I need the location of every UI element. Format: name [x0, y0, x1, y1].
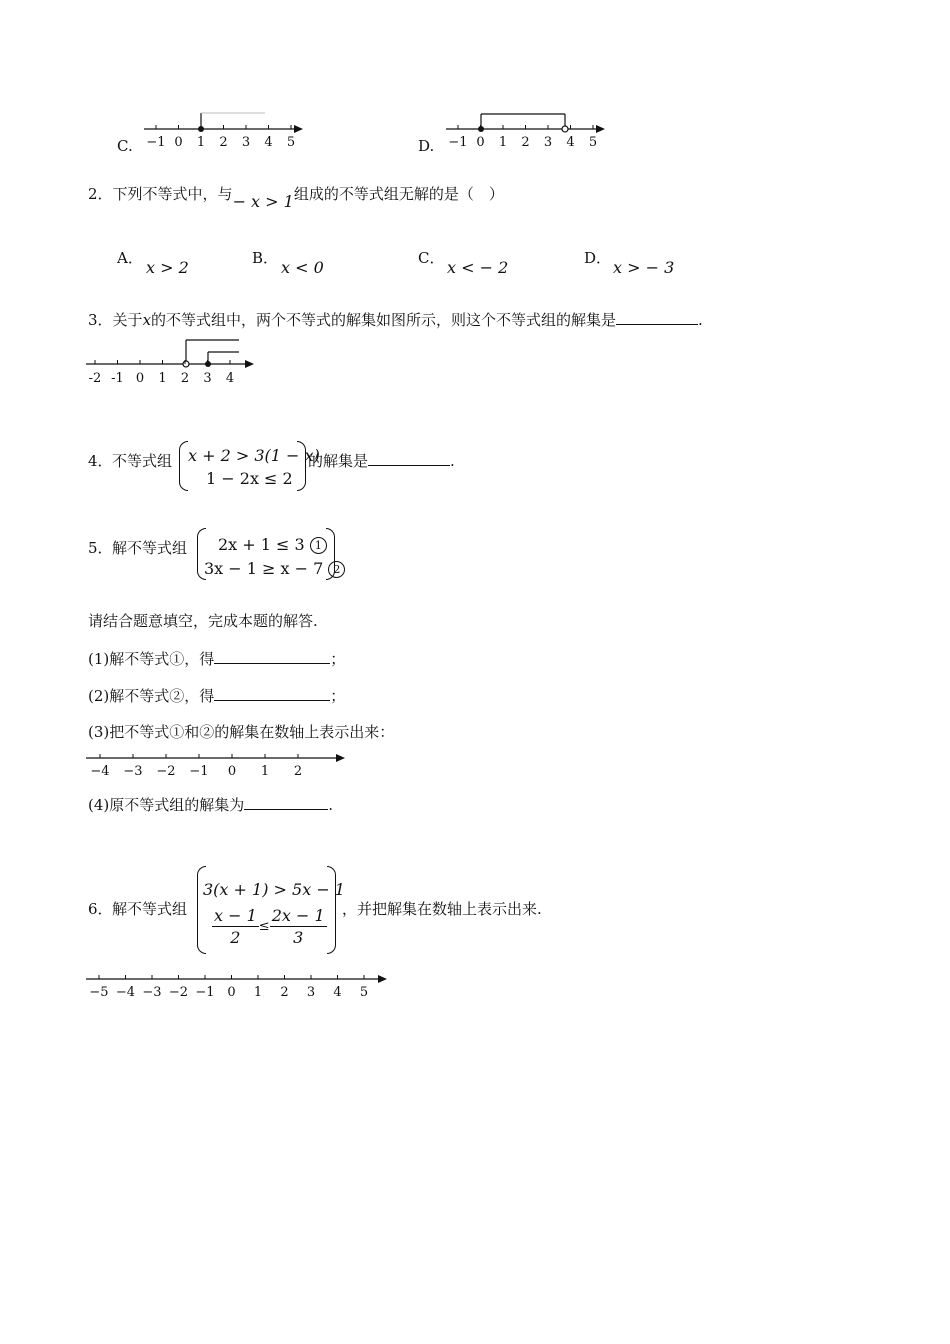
q6-frac-1-num: x − 1: [214, 906, 257, 925]
q4-stem-after: [308, 450, 455, 471]
q5-step-2-text: (2)解不等式②，得: [88, 687, 215, 705]
axis-tick-label: −1: [195, 985, 215, 1000]
q4-end: .: [450, 452, 455, 470]
q1-option-c-numberline: [140, 108, 310, 153]
q6-relation: ≤: [258, 919, 270, 934]
q5-mark-1: 1: [310, 537, 327, 554]
axis-tick-label: −2: [156, 764, 176, 779]
q5-step-4-text: (4)原不等式组的解集为: [88, 796, 245, 814]
q2-option-c-label: C．: [418, 249, 445, 267]
q2-option-c[interactable]: [418, 247, 444, 268]
q3-answer-blank[interactable]: [616, 310, 698, 325]
axis-tick-label: 3: [543, 135, 553, 150]
q5-step-4: [88, 794, 333, 815]
q5-mark-2: 2: [328, 561, 345, 578]
q4-inequality-1: x + 2 > 3(1 − x): [188, 446, 320, 465]
axis-tick-label: −4: [115, 985, 136, 1000]
axis-tick-label: −1: [448, 135, 468, 150]
q6-stem-text: 解不等式组: [112, 900, 188, 918]
q5-numberline[interactable]: [84, 748, 354, 782]
q6-frac-1: [212, 906, 259, 947]
q5-step-4-end: .: [328, 796, 334, 814]
q3-var: x: [142, 311, 152, 329]
q2-stem-math: − x > 1: [232, 192, 294, 211]
q5-step-2-end: ；: [330, 687, 346, 705]
q5-inequality-2: [204, 559, 345, 578]
q6-frac-1-den: 2: [230, 928, 241, 947]
q5-step-2-blank[interactable]: [214, 686, 330, 701]
q4-stem-text: 不等式组: [112, 452, 173, 470]
q2-option-d[interactable]: [584, 247, 611, 268]
axis-tick-label: 5: [359, 985, 369, 1000]
q5-right-brace: [326, 528, 335, 580]
q5-step-2: [88, 685, 345, 706]
axis-tick-label: 1: [260, 764, 270, 779]
q6-inequality-1: 3(x + 1) > 5x − 1: [203, 880, 345, 899]
axis-tick-label: 2: [521, 135, 530, 150]
q5-step-1-end: ；: [330, 650, 346, 668]
axis-tick-label: 0: [174, 135, 183, 150]
axis-tick-label: 0: [135, 371, 145, 386]
axis-tick-label: 5: [286, 135, 296, 150]
q2-option-a-label: A．: [117, 249, 143, 267]
axis-tick-label: 0: [227, 764, 237, 779]
q6-right-brace: [327, 866, 336, 954]
q2-option-a-math: x > 2: [146, 258, 189, 277]
q5-step-1-text: (1)解不等式①，得: [88, 650, 215, 668]
q5-instruction: 请结合题意填空，完成本题的解答.: [88, 612, 318, 630]
axis-tick-label: −2: [168, 985, 189, 1000]
q4-left-brace: [179, 441, 188, 491]
axis-tick-label: −4: [90, 764, 110, 779]
axis-tick-label: −3: [142, 985, 162, 1000]
axis-tick-label: 1: [498, 135, 508, 150]
axis-tick-label: 1: [158, 371, 167, 386]
axis-tick-label: −3: [123, 764, 143, 779]
q3-stem: [88, 309, 703, 330]
q2-option-b-label: B．: [252, 249, 279, 267]
q6-frac-2-den: 3: [293, 928, 304, 947]
q6-inequality-2: [212, 906, 327, 947]
q3-stem-text: 关于: [112, 311, 143, 329]
q2-option-d-math: x > − 3: [613, 258, 675, 277]
q2-option-b[interactable]: [252, 247, 278, 268]
q2-option-a[interactable]: [117, 247, 143, 268]
q4-stem-after-text: 的解集是: [308, 452, 369, 470]
q1-option-d-numberline: [442, 108, 612, 153]
q1-option-c-label[interactable]: C.: [117, 137, 133, 155]
q6-frac-2: [270, 906, 327, 947]
axis-tick-label: 2: [280, 985, 289, 1000]
q3-numberline: [84, 334, 264, 389]
axis-tick-label: 1: [196, 135, 206, 150]
q4-answer-blank[interactable]: [368, 451, 450, 466]
axis-tick-label: -1: [111, 371, 124, 386]
q2-stem-text: 下列不等式中，与: [112, 185, 233, 203]
q5-inequality-1: [218, 535, 327, 554]
q3-stem-text-after: 的不等式组中，两个不等式的解集如图所示，则这个不等式组的解集是: [151, 311, 617, 329]
axis-tick-label: 2: [293, 764, 303, 779]
q5-inequality-2-text: 3x − 1 ≥ x − 7: [204, 559, 324, 578]
q2-option-c-math: x < − 2: [447, 258, 509, 277]
q4-inequality-2: 1 − 2x ≤ 2: [206, 469, 293, 488]
q5-step-1-blank[interactable]: [214, 649, 330, 664]
q5-step-1: [88, 648, 345, 669]
axis-tick-label: 0: [227, 985, 236, 1000]
axis-tick-label: −1: [146, 135, 166, 150]
q5-stem-text: 解不等式组: [112, 539, 188, 557]
axis-tick-label: -2: [88, 371, 102, 386]
q3-end: .: [698, 311, 703, 329]
q2-stem-text-after: 组成的不等式组无解的是（ ）: [293, 185, 504, 203]
q2-option-d-label: D．: [584, 249, 612, 267]
q1-option-d-label[interactable]: D.: [418, 137, 435, 155]
q2-number: 2．: [88, 185, 113, 203]
axis-tick-label: 4: [566, 135, 575, 150]
axis-tick-label: 2: [219, 135, 228, 150]
axis-tick-label: 4: [264, 135, 273, 150]
q2-option-b-math: x < 0: [281, 258, 324, 277]
axis-tick-label: 2: [180, 371, 190, 386]
q3-number: 3．: [88, 311, 113, 329]
axis-tick-label: 4: [225, 371, 235, 386]
q6-numberline[interactable]: [84, 968, 394, 1002]
axis-tick-label: 5: [588, 135, 598, 150]
q5-step-3: (3)把不等式①和②的解集在数轴上表示出来：: [88, 723, 395, 741]
axis-tick-label: 0: [476, 135, 485, 150]
axis-tick-label: 3: [241, 135, 251, 150]
q6-frac-2-num: 2x − 1: [271, 906, 325, 925]
q2-stem: [88, 183, 504, 211]
axis-tick-label: 4: [333, 985, 342, 1000]
axis-tick-label: −5: [89, 985, 109, 1000]
q6-number: 6．: [88, 900, 113, 918]
q5-inequality-1-text: 2x + 1 ≤ 3: [218, 535, 305, 554]
q6-stem-after: ，并把解集在数轴上表示出来.: [342, 900, 542, 918]
q4-right-brace: [297, 441, 306, 491]
q4-number: 4．: [88, 452, 113, 470]
axis-tick-label: −1: [189, 764, 209, 779]
axis-tick-label: 3: [203, 371, 212, 386]
axis-tick-label: 1: [253, 985, 263, 1000]
axis-tick-label: 3: [306, 985, 316, 1000]
q5-step-4-blank[interactable]: [244, 795, 328, 810]
q5-number: 5．: [88, 539, 113, 557]
